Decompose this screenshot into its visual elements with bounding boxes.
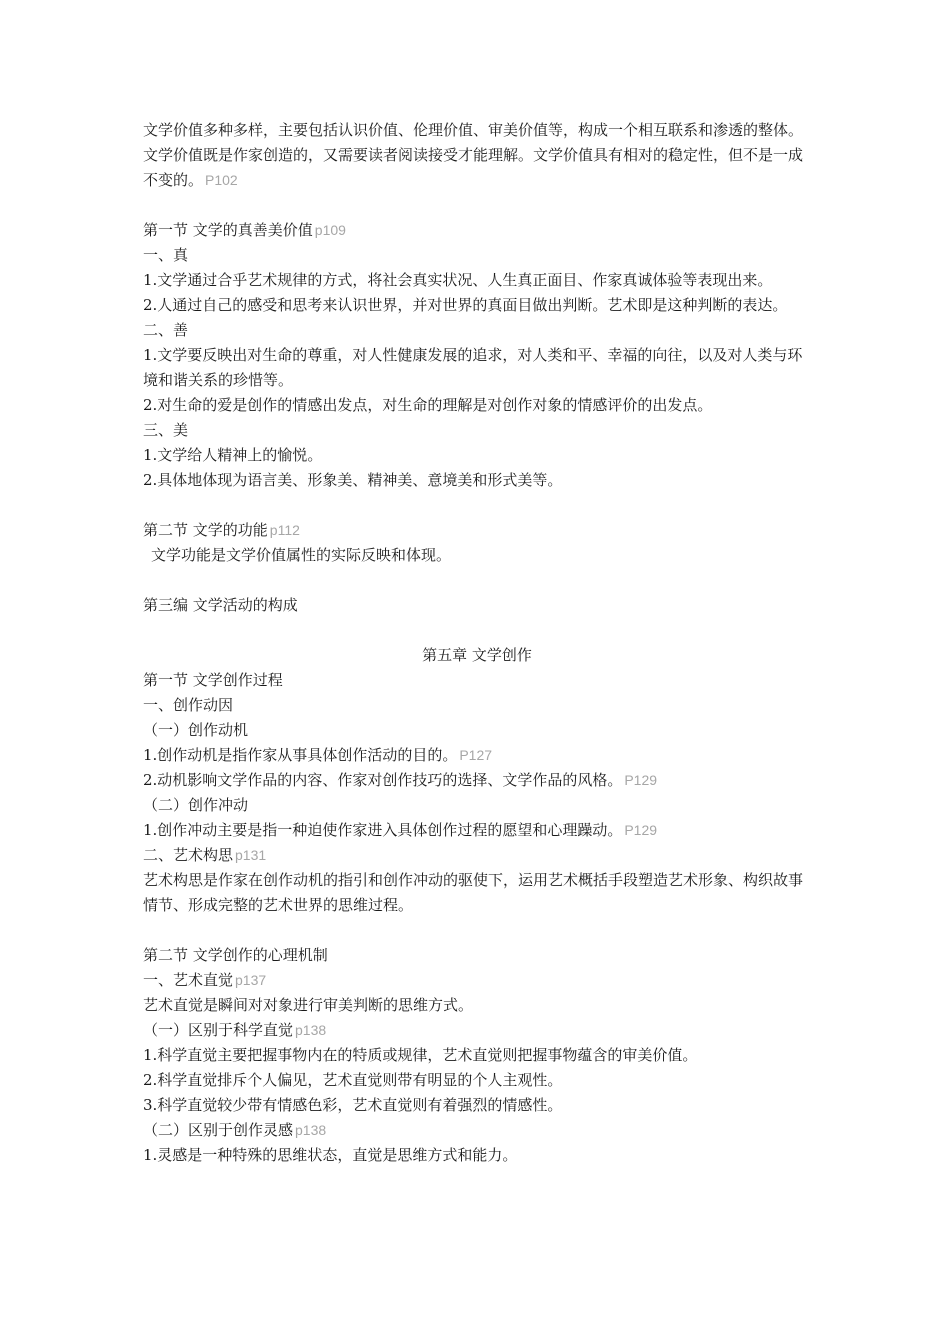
page-ref: P102 [205, 172, 238, 188]
list-item: 1.科学直觉主要把握事物内在的特质或规律，艺术直觉则把握事物蕴含的审美价值。 [143, 1046, 698, 1064]
page-ref: p138 [295, 1022, 327, 1038]
subheading-good: 二、善 [143, 321, 189, 339]
subheading: 一、创作动因 [143, 696, 234, 714]
paragraph: 艺术直觉是瞬间对对象进行审美判断的思维方式。 [143, 996, 474, 1014]
list-item: 1.灵感是一种特殊的思维状态，直觉是思维方式和能力。 [143, 1146, 518, 1164]
list-item: 2.具体地体现为语言美、形象美、精神美、意境美和形式美等。 [143, 471, 563, 489]
page-ref: P127 [459, 747, 493, 763]
page-ref: p109 [314, 222, 346, 238]
list-item: 2.动机影响文学作品的内容、作家对创作技巧的选择、文学作品的风格。 P129 [143, 771, 658, 789]
paragraph: 艺术构思是作家在创作动机的指引和创作冲动的驱使下，运用艺术概括手段塑造艺术形象、构织故事情节、形成完整的艺术世界的思维过程。 [143, 871, 804, 914]
subheading: 二、艺术构思 p131 [143, 846, 267, 864]
list-item: 1.创作动机是指作家从事具体创作活动的目的。 P127 [143, 746, 493, 764]
list-item: 3.科学直觉较少带有情感色彩，艺术直觉则有着强烈的情感性。 [143, 1096, 563, 1114]
list-item: 2.人通过自己的感受和思考来认识世界，并对世界的真面目做出判断。艺术即是这种判断的表达。 [143, 296, 788, 314]
section-heading: 第二节 文学的功能 p112 [143, 521, 300, 539]
page-ref: P129 [624, 772, 658, 788]
list-item: 2.科学直觉排斥个人偏见，艺术直觉则带有明显的个人主观性。 [143, 1071, 563, 1089]
page-ref: p137 [235, 972, 267, 988]
paragraph: 文学功能是文学价值属性的实际反映和体现。 [151, 546, 452, 564]
section-heading: 第二节 文学创作的心理机制 [143, 946, 328, 964]
subheading: （一）创作动机 [143, 721, 249, 739]
intro-paragraph: 文学价值多种多样，主要包括认识价值、伦理价值、审美价值等，构成一个相互联系和渗透的整体。文学价值既是作家创造的，又需要读者阅读接受才能理解。文学价值具有相对的稳定性，但不是一成不变的。 P102 [143, 121, 804, 189]
list-item: 1.创作冲动主要是指一种迫使作家进入具体创作过程的愿望和心理躁动。 P129 [143, 821, 658, 839]
list-item: 1.文学要反映出对生命的尊重，对人性健康发展的追求，对人类和平、幸福的向往，以及对人类与环境和谐关系的珍惜等。 [143, 346, 803, 389]
page-ref: p131 [235, 847, 267, 863]
subheading: （二）创作冲动 [143, 796, 249, 814]
subheading-beauty: 三、美 [143, 421, 189, 439]
subheading: （一）区别于科学直觉 p138 [143, 1021, 327, 1039]
subheading: 一、艺术直觉 p137 [143, 971, 267, 989]
document-body [143, 118, 811, 1168]
list-item: 1.文学给人精神上的愉悦。 [143, 446, 323, 464]
page-ref: p138 [295, 1122, 327, 1138]
chapter-title: 第五章 文学创作 [422, 646, 532, 664]
list-item: 2.对生命的爱是创作的情感出发点，对生命的理解是对创作对象的情感评价的出发点。 [143, 396, 713, 414]
page-ref: P129 [624, 822, 658, 838]
subheading-truth: 一、真 [143, 246, 189, 264]
page-ref: p112 [269, 522, 300, 538]
section-heading: 第一节 文学创作过程 [143, 671, 283, 689]
list-item: 1.文学通过合乎艺术规律的方式，将社会真实状况、人生真正面目、作家真诚体验等表现出来。 [143, 271, 773, 289]
subheading: （二）区别于创作灵感 p138 [143, 1121, 327, 1139]
section-heading: 第一节 文学的真善美价值 p109 [143, 221, 346, 239]
part-heading: 第三编 文学活动的构成 [143, 596, 298, 614]
